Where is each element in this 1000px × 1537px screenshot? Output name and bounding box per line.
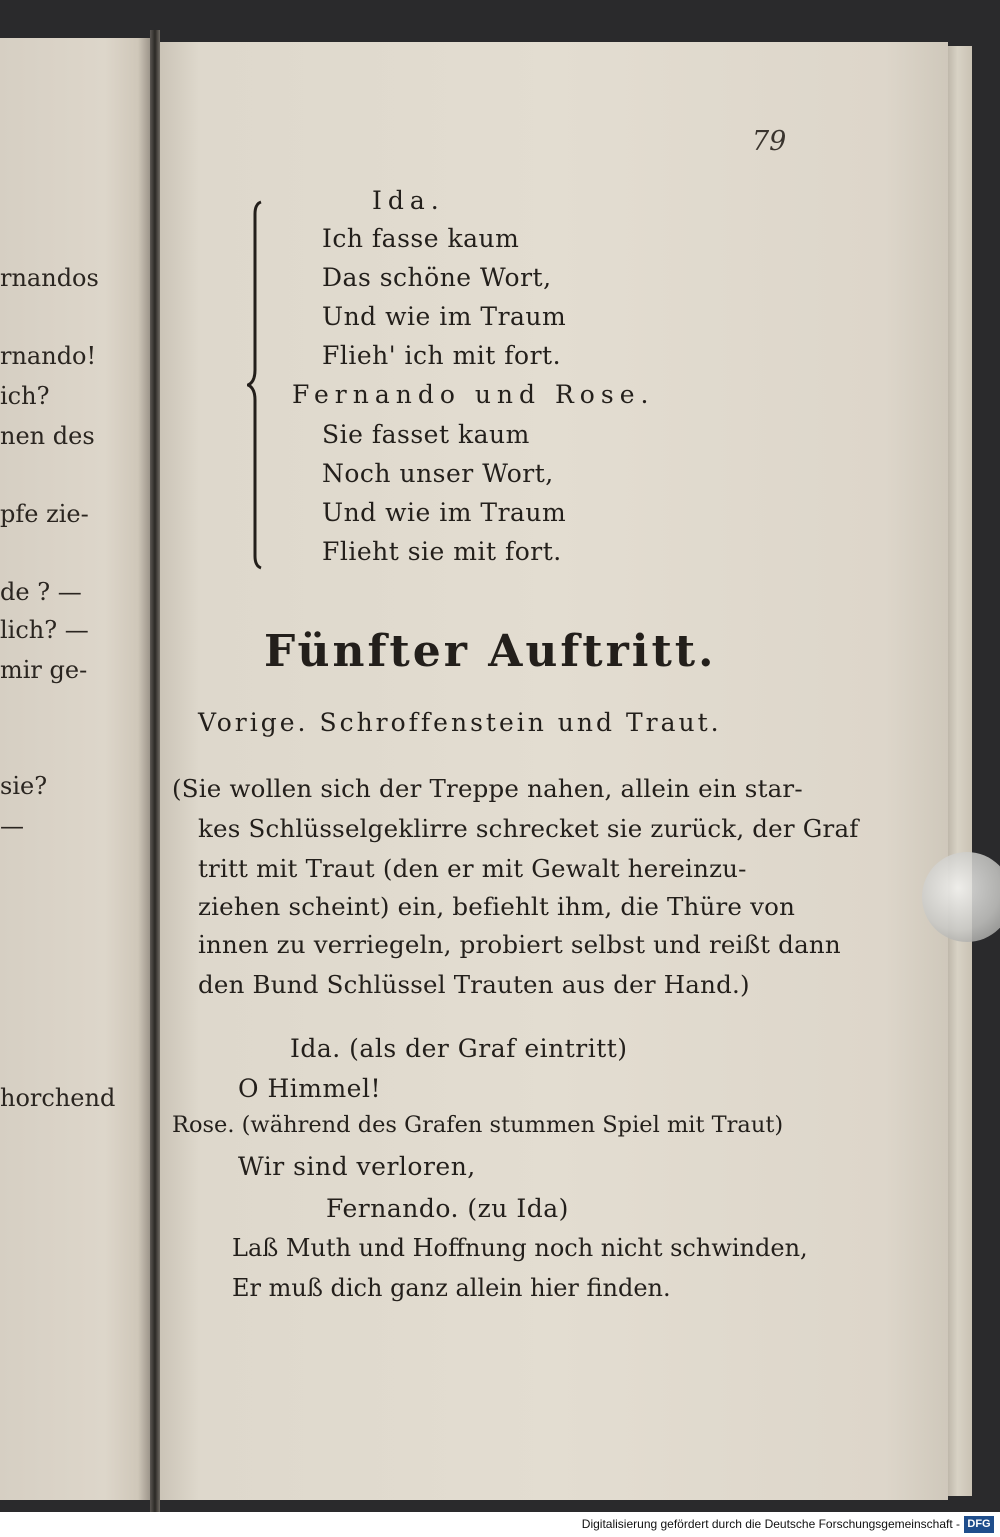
page-stack-edge — [948, 46, 972, 1496]
stage-direction-line: innen zu verriegeln, probiert selbst und reißt dann — [198, 930, 841, 959]
stage-direction-line: ziehen scheint) ein, befiehlt ihm, die Thüre von — [198, 892, 796, 921]
footer-credit: Digitalisierung gefördert durch die Deutsche Forschungsgemeinschaft - — [581, 1517, 960, 1531]
speaker-fernando-rose: Fernando und Rose. — [292, 380, 655, 409]
scene-heading: Fünfter Auftritt. — [264, 626, 717, 677]
verse-line: Das schöne Wort, — [322, 263, 552, 292]
stage-direction-line: kes Schlüsselgeklirre schrecket sie zurück, der Graf — [198, 814, 859, 843]
fernando-line: Laß Muth und Hoffnung noch nicht schwinden, — [232, 1234, 808, 1262]
page-number: 79 — [752, 126, 787, 157]
fernando-cue: Fernando. (zu Ida) — [326, 1194, 569, 1223]
verse-line: Noch unser Wort, — [322, 459, 554, 488]
left-page-line: pfe zie- — [0, 500, 89, 528]
speaker-ida: Ida. — [372, 186, 445, 215]
stage-direction-line: den Bund Schlüssel Trauten aus der Hand.) — [198, 970, 750, 999]
left-page-line: ich? — [0, 382, 50, 410]
verse-line: Und wie im Traum — [322, 498, 567, 527]
ida-cue: Ida. (als der Graf eintritt) — [290, 1034, 628, 1063]
left-page-line: — — [0, 812, 24, 840]
left-page-line: rnandos — [0, 264, 99, 292]
footer-bar — [0, 1512, 1000, 1537]
verse-line: Flieh' ich mit fort. — [322, 341, 562, 370]
verse-line: Sie fasset kaum — [322, 420, 530, 449]
book-spine — [150, 30, 160, 1512]
dfg-logo: DFG — [964, 1516, 994, 1533]
left-page-line: de ? — — [0, 578, 82, 606]
fernando-line: Er muß dich ganz allein hier finden. — [232, 1274, 671, 1302]
left-page-line: horchend — [0, 1084, 116, 1112]
left-page-line: mir ge- — [0, 656, 88, 684]
verse-line: Flieht sie mit fort. — [322, 537, 562, 566]
left-page-line: lich? — — [0, 616, 89, 644]
rose-cue: Rose. (während des Grafen stummen Spiel mit Traut) — [172, 1112, 784, 1138]
verse-brace — [247, 200, 263, 570]
previous-page — [0, 38, 150, 1500]
left-page-line: nen des — [0, 422, 95, 450]
verse-line: Und wie im Traum — [322, 302, 567, 331]
rose-line: Wir sind verloren, — [238, 1152, 476, 1181]
stage-direction-line: (Sie wollen sich der Treppe nahen, allein ein star- — [172, 774, 803, 803]
characters-line: Vorige. Schroffenstein und Traut. — [198, 708, 722, 737]
left-page-line: sie? — [0, 772, 48, 800]
stage-direction-line: tritt mit Traut (den er mit Gewalt hereinzu- — [198, 854, 747, 883]
verse-line: Ich fasse kaum — [322, 224, 520, 253]
ida-line: O Himmel! — [238, 1074, 381, 1103]
left-page-line: rnando! — [0, 342, 97, 370]
